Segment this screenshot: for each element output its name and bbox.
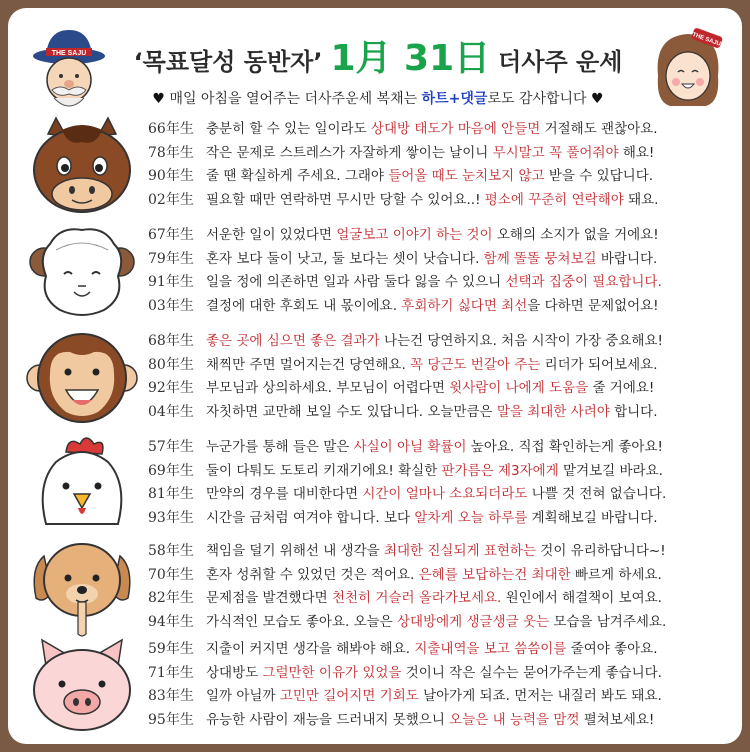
birth-year: 70年生 (148, 566, 194, 583)
row-highlight: 상대방에게 생글생글 웃는 (397, 613, 550, 630)
fortune-row (148, 295, 738, 319)
row-text-end: 맡겨보길 바라요. (558, 462, 663, 479)
fortune-rows (148, 330, 738, 424)
birth-year: 91年生 (148, 274, 194, 290)
row-highlight: 꼭 당근도 번갈아 주는 (410, 356, 541, 373)
row-text-end: 높아요. 직접 확인하는게 좋아요! (466, 439, 663, 455)
fortune-row (148, 611, 738, 635)
birth-year: 58年生 (148, 543, 194, 559)
fortune-row (148, 401, 738, 425)
row-text-end: 줄여야 좋아요. (566, 641, 658, 657)
row-highlight: 고민만 길어지면 기회도 (279, 688, 419, 704)
title (108, 30, 648, 81)
fortune-row (148, 685, 738, 709)
birth-year: 78年生 (148, 144, 194, 161)
row-text-end: 받을 수 있답니다. (544, 168, 654, 184)
row-text: 충분히 할 수 있는 일이라도 (206, 121, 371, 137)
row-text: 가식적인 모습도 좋아요. 오늘은 (206, 613, 397, 630)
horse-icon (26, 116, 138, 216)
row-text-end: 거절해도 괜찮아요. (540, 121, 658, 137)
row-highlight: 무시말고 꼭 풀어줘야 (492, 144, 619, 161)
row-highlight: 함께 똘똘 뭉쳐보길 (483, 250, 597, 267)
fortune-row (148, 436, 738, 460)
row-text: 줄 땐 확실하게 주세요. 그래야 (206, 168, 389, 184)
fortune-row (148, 248, 738, 272)
birth-year: 82年生 (148, 590, 194, 606)
row-text-end: 나는건 당연하지요. 처음 시작이 가장 중요해요! (379, 333, 663, 349)
fortune-row (148, 165, 738, 189)
row-text: 책임을 덜기 위해선 내 생각을 (206, 543, 384, 559)
row-highlight: 천천히 거슬러 올라가보세요. (331, 590, 502, 606)
row-text: 서운한 일이 있었다면 (206, 227, 337, 243)
row-text: 문제점을 발견했다면 (206, 590, 332, 606)
logo-text-left: THE SAJU (51, 50, 87, 57)
fortune-rows (148, 118, 738, 212)
row-text: 혼자 보다 둘이 낫고, 둘 보다는 셋이 낫습니다. (206, 250, 484, 267)
row-highlight: 좋은 곳에 심으면 좋은 결과가 (206, 333, 380, 349)
row-text-end: 것이니 작은 실수는 묻어가주는게 좋습니다. (401, 664, 662, 681)
section-pig (26, 636, 734, 736)
row-highlight: 윗사람이 나에게 도움을 (449, 380, 589, 396)
row-text: 자칫하면 교만해 보일 수도 있답니다. 오늘만큼은 (206, 403, 497, 420)
title-right: 더사주 운세 (498, 48, 623, 76)
row-text: 시간을 금처럼 여겨야 합니다. 보다 (206, 509, 415, 526)
fortune-row (148, 460, 738, 484)
birth-year: 92年生 (148, 380, 194, 396)
row-highlight: 은혜를 보답하는건 최대한 (418, 566, 571, 583)
fortune-rows (148, 436, 738, 530)
title-date: 1月 31日 (330, 38, 491, 79)
row-text: 결정에 대한 후회도 내 몫이에요. (206, 297, 402, 314)
sheep-icon (26, 222, 138, 322)
row-highlight: 후회하기 싫다면 최선 (401, 297, 528, 314)
section-sheep (26, 222, 734, 322)
section-horse (26, 116, 734, 216)
subtitle-pre: 매일 아침을 열어주는 더사주운세 복채는 (169, 91, 418, 107)
row-text: 만약의 경우를 대비한다면 (206, 486, 363, 502)
woman-logo-icon (648, 26, 728, 112)
fortune-row (148, 507, 738, 531)
birth-year: 66年生 (148, 121, 194, 137)
row-highlight: 사실이 아닐 확률이 (353, 439, 467, 455)
row-text-end: 오해의 소지가 없을 거에요! (492, 227, 659, 243)
fortune-row (148, 224, 738, 248)
birth-year: 94年生 (148, 613, 194, 630)
birth-year: 03年生 (148, 297, 194, 314)
fortune-row (148, 564, 738, 588)
row-text: 작은 문제로 스트레스가 자잘하게 쌓이는 날이니 (206, 144, 493, 161)
row-text-end: 것이 유리하답니다~! (536, 543, 666, 559)
row-text-end: 날아가게 되죠. 먼저는 내질러 봐도 돼요. (418, 688, 662, 704)
row-text: 지출이 커지면 생각을 해봐야 해요. (206, 641, 415, 657)
row-text-end: 줄 거에요! (588, 380, 655, 396)
birth-year: 93年生 (148, 509, 194, 526)
row-text: 유능한 사람이 재능을 드러내지 못했으니 (206, 711, 450, 728)
row-highlight: 말을 최대한 사려야 (496, 403, 610, 420)
row-text: 채찍만 주면 멀어지는건 당연해요. (206, 356, 411, 373)
row-text-end: 빠르게 하세요. (570, 566, 662, 583)
birth-year: 95年生 (148, 711, 194, 728)
fortune-row (148, 377, 738, 401)
row-text: 둘이 다퉈도 도토리 키재기에요! 확실한 (206, 462, 442, 479)
row-text-end: 합니다. (609, 403, 658, 420)
fortune-row (148, 709, 738, 733)
fortune-card (8, 8, 742, 744)
birth-year: 69年生 (148, 462, 194, 479)
row-highlight: 판가름은 제3자에게 (441, 462, 559, 479)
birth-year: 83年生 (148, 688, 194, 704)
row-text-end: 나쁠 것 전혀 없습니다. (527, 486, 667, 502)
birth-year: 90年生 (148, 168, 194, 184)
fortune-row (148, 142, 738, 166)
fortune-row (148, 118, 738, 142)
row-text-end: 리더가 되어보세요. (540, 356, 658, 373)
heart-icon-left: ♥ (152, 91, 165, 107)
row-highlight: 선택과 집중이 필요합니다. (505, 274, 662, 290)
fortune-row (148, 330, 738, 354)
row-text-end: 을 다하면 문제없어요! (527, 297, 659, 314)
row-text-end: 원인에서 해결책이 보여요. (501, 590, 662, 606)
row-text-end: 돼요. (623, 191, 659, 208)
row-highlight: 최대한 진실되게 표현하는 (383, 543, 536, 559)
pig-icon (26, 636, 138, 736)
row-text: 누군가를 통해 들은 말은 (206, 439, 354, 455)
row-text-end: 바랍니다. (596, 250, 658, 267)
monkey-icon (26, 328, 138, 428)
row-highlight: 시간이 얼마나 소요되더라도 (362, 486, 528, 502)
fortune-row (148, 638, 738, 662)
fortune-row (148, 271, 738, 295)
row-text-end: 계획해보길 바랍니다. (527, 509, 658, 526)
header (8, 8, 742, 118)
birth-year: 71年生 (148, 664, 194, 681)
fortune-rows (148, 224, 738, 318)
row-text: 일을 정에 의존하면 일과 사람 둘다 잃을 수 있으니 (206, 274, 506, 290)
rooster-icon (26, 434, 138, 534)
dog-icon (26, 538, 138, 638)
row-highlight: 오늘은 내 능력을 맘껏 (449, 711, 580, 728)
logo-text-right: THE SAJU (691, 31, 722, 48)
row-highlight: 지출내역을 보고 씀씀이를 (414, 641, 567, 657)
fortune-row (148, 189, 738, 213)
man-with-hat-logo-icon (30, 26, 108, 112)
fortune-row (148, 354, 738, 378)
fortune-row (148, 587, 738, 611)
row-text: 부모님과 상의하세요. 부모님이 어렵다면 (206, 380, 450, 396)
row-text: 혼자 성취할 수 있었던 것은 적어요. (206, 566, 419, 583)
birth-year: 02年生 (148, 191, 194, 208)
birth-year: 68年生 (148, 333, 194, 349)
section-rooster (26, 434, 734, 534)
section-dog (26, 538, 734, 638)
row-text-end: 모습을 남겨주세요. (549, 613, 667, 630)
birth-year: 04年生 (148, 403, 194, 420)
row-highlight: 상대방 태도가 마음에 안들면 (370, 121, 541, 137)
fortune-row (148, 483, 738, 507)
row-highlight: 그럴만한 이유가 있었을 (262, 664, 402, 681)
subtitle-post: 로도 감사합니다 (487, 91, 587, 107)
fortune-rows (148, 638, 738, 732)
birth-year: 80年生 (148, 356, 194, 373)
subtitle (98, 88, 658, 108)
row-text: 필요할 때만 연락하면 무시만 당할 수 있어요..! (206, 191, 485, 208)
birth-year: 81年生 (148, 486, 194, 502)
section-monkey (26, 328, 734, 428)
row-highlight: 평소에 꾸준히 연락해야 (484, 191, 624, 208)
subtitle-highlight: 하트+댓글 (421, 91, 488, 107)
birth-year: 79年生 (148, 250, 194, 267)
heart-icon-right: ♥ (591, 91, 604, 107)
row-highlight: 얼굴보고 이야기 하는 것이 (336, 227, 493, 243)
row-text: 일까 아닐까 (206, 688, 280, 704)
fortune-row (148, 540, 738, 564)
row-text-end: 해요! (618, 144, 655, 161)
title-left: ‘목표달성 동반자’ (133, 48, 323, 76)
birth-year: 67年生 (148, 227, 194, 243)
row-text: 상대방도 (206, 664, 263, 681)
birth-year: 57年生 (148, 439, 194, 455)
row-highlight: 들어올 때도 눈치보지 않고 (388, 168, 545, 184)
fortune-rows (148, 540, 738, 634)
row-text-end: 펼쳐보세요! (579, 711, 655, 728)
row-highlight: 알차게 오늘 하루를 (414, 509, 528, 526)
fortune-row (148, 662, 738, 686)
birth-year: 59年生 (148, 641, 194, 657)
